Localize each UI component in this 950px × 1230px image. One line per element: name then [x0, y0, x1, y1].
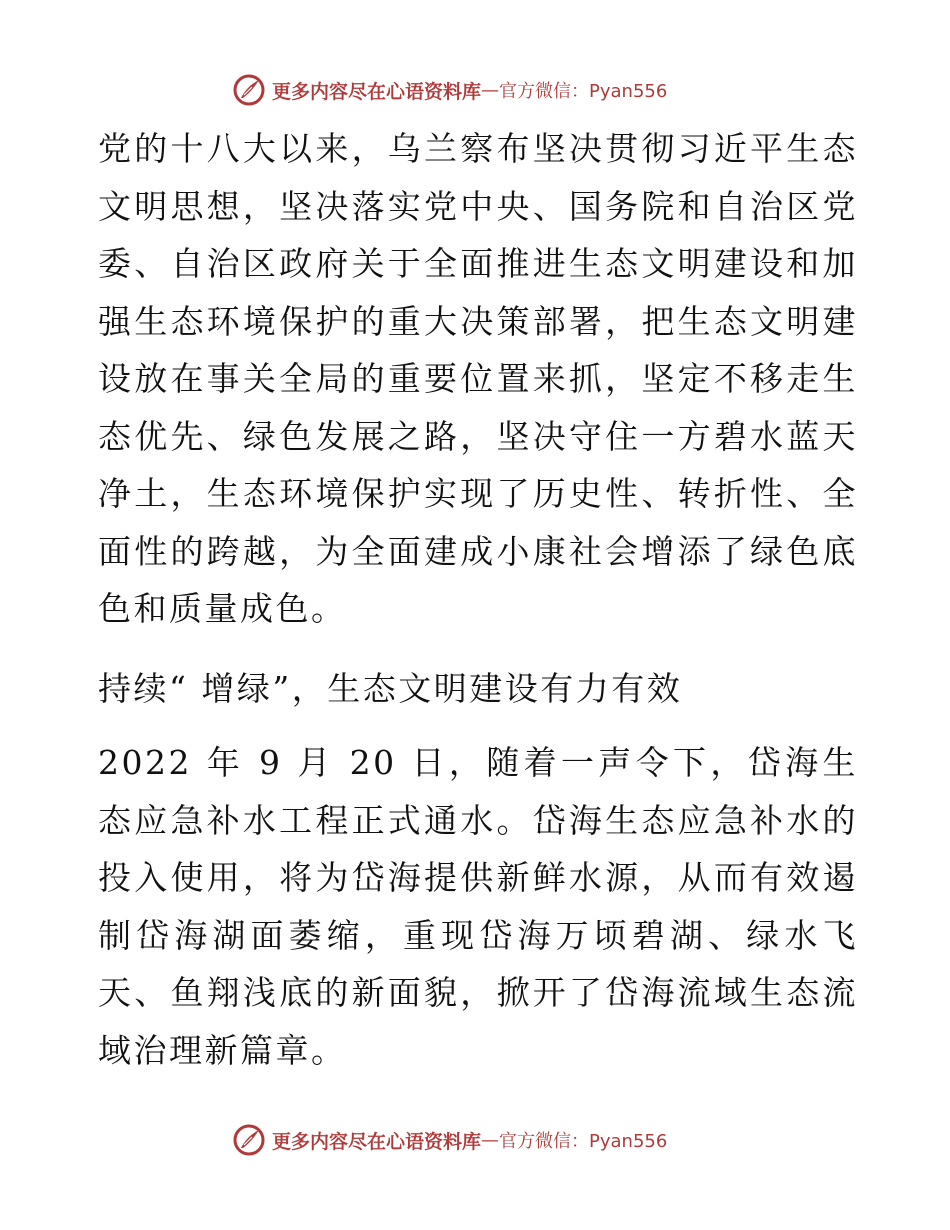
feather-pen-logo-icon — [232, 73, 266, 107]
paragraph-daihai: 2022 年 9 月 20 日，随着一声令下，岱海生态应急补水工程正式通水。岱海生态应急补水的投入使用，将为岱海提供新鲜水源，从而有效遏制岱海湖面萎缩，重现岱海万顷碧湖、绿水飞天、鱼翔浅底的新面貌，掀开了岱海流域生态流域治理新篇章。 — [98, 743, 858, 1070]
feather-pen-logo-icon — [232, 1123, 266, 1157]
header-banner-separator: — — [481, 79, 500, 101]
footer-banner-wechat: 官方微信：Pyan556 — [499, 1131, 668, 1152]
header-watermark-banner — [232, 70, 667, 110]
footer-banner-text: 更多内容尽在心语资料库 — [272, 1130, 482, 1153]
section-heading: 持续“ 增绿”，生态文明建设有力有效 — [98, 669, 683, 708]
header-banner-wechat: 官方微信：Pyan556 — [499, 81, 668, 102]
header-banner-text: 更多内容尽在心语资料库 — [272, 80, 482, 103]
footer-banner-separator: — — [481, 1129, 500, 1151]
paragraph-intro: 党的十八大以来，乌兰察布坚决贯彻习近平生态文明思想，坚决落实党中央、国务院和自治区党委、自治区政府关于全面推进生态文明建设和加强生态环境保护的重大决策部署，把生态文明建设放在事关全局的重要位置来抓，坚定不移走生态优先、绿色发展之路，坚决守住一方碧水蓝天净土，生态环境保护实现了历史性、转折性、全面性的跨越，为全面建成小康社会增添了绿色底色和质量成色。 — [98, 129, 858, 628]
footer-watermark-banner — [232, 1120, 667, 1160]
